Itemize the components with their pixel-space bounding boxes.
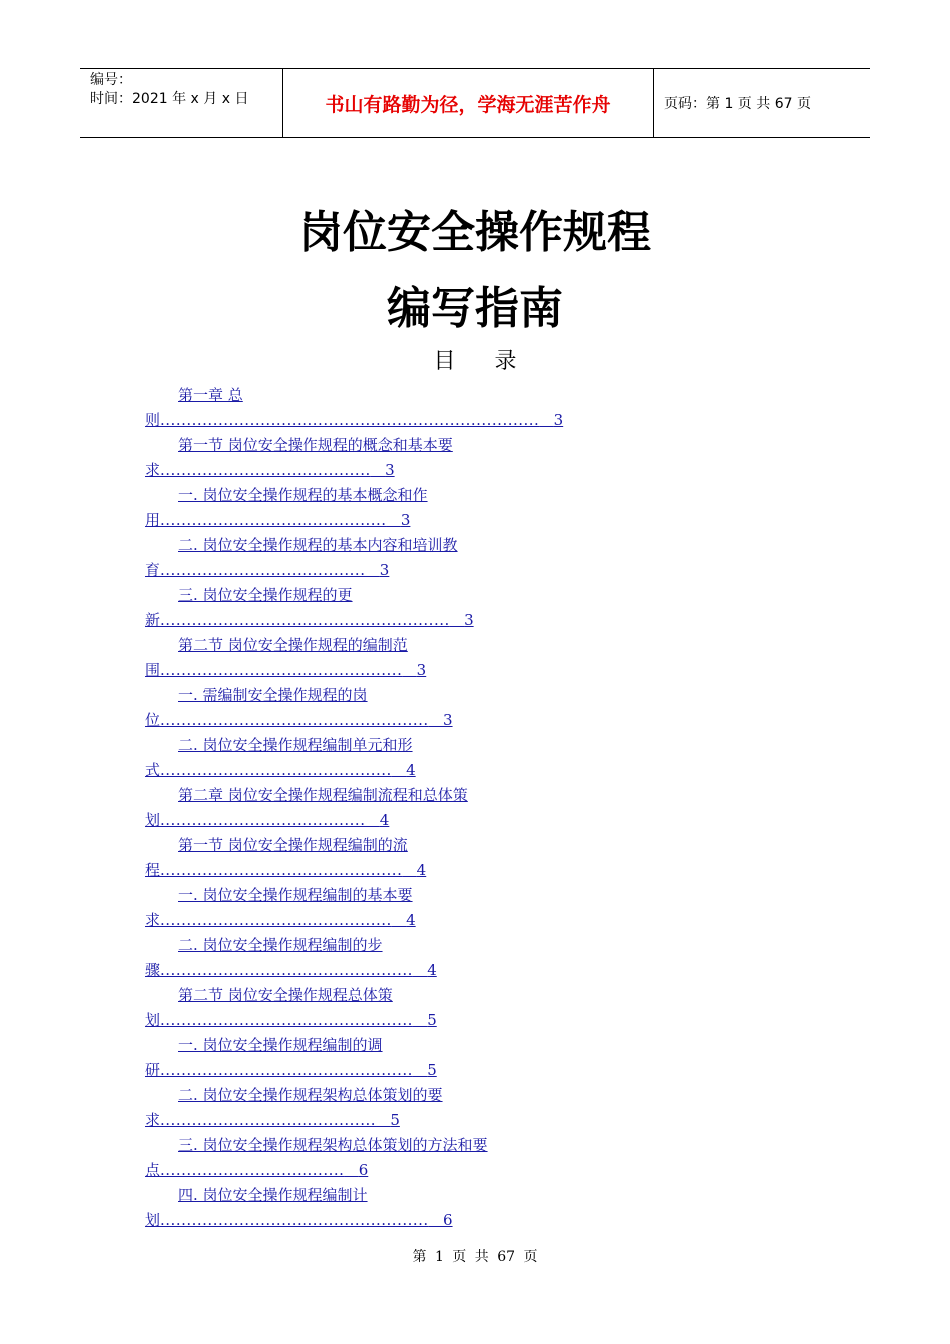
toc-page-number: 3: [379, 561, 390, 579]
toc-entry[interactable]: [145, 582, 825, 632]
toc-entry[interactable]: [145, 482, 825, 532]
toc-entry-continuation[interactable]: [145, 459, 395, 481]
toc-entry[interactable]: [145, 1132, 825, 1182]
toc-entry[interactable]: [145, 1032, 825, 1082]
toc-leader-dots: ........................................................................: [160, 411, 540, 429]
toc-page-number: 4: [379, 811, 390, 829]
toc-entry-title[interactable]: 第二节 岗位安全操作规程的编制范: [178, 636, 408, 654]
toc-leader-dots: ........................................: [160, 461, 371, 479]
page-info-cell: [654, 69, 870, 137]
toc-leader-dots: ................................................: [160, 961, 413, 979]
motto-text: 书山有路勤为径，学海无涯苦作舟: [325, 93, 611, 116]
toc-leader-dots: ...................................: [160, 1161, 345, 1179]
toc-entry-last-char: 围: [145, 661, 161, 679]
toc-entry[interactable]: [145, 632, 825, 682]
toc-entry-last-char: 程: [145, 861, 161, 879]
toc-entry[interactable]: [145, 532, 825, 582]
toc-page-number: 6: [443, 1211, 453, 1229]
toc-entry-last-char: 求: [145, 911, 161, 929]
toc-entry-continuation[interactable]: [145, 1109, 400, 1131]
toc-leader-dots: ................................................: [160, 1061, 413, 1079]
toc-page-number: 4: [406, 761, 416, 779]
toc-entry-title[interactable]: 二. 岗位安全操作规程编制的步: [178, 936, 383, 954]
toc-page-number: 5: [390, 1111, 400, 1129]
toc-page-number: 4: [427, 961, 437, 979]
toc-leader-dots: ...........................................: [160, 511, 387, 529]
toc-entry-continuation[interactable]: [145, 859, 426, 881]
toc-leader-dots: ..............................................: [160, 861, 403, 879]
toc-entry-title[interactable]: 三. 岗位安全操作规程架构总体策划的方法和要: [178, 1136, 488, 1154]
toc-page-number: 3: [464, 611, 474, 629]
toc-entry[interactable]: [145, 432, 825, 482]
document-title-line2: 编写指南: [387, 283, 563, 334]
toc-entry-title[interactable]: 二. 岗位安全操作规程架构总体策划的要: [178, 1086, 443, 1104]
toc-entry-title[interactable]: 二. 岗位安全操作规程编制单元和形: [178, 736, 413, 754]
toc-entry-continuation[interactable]: [145, 1159, 368, 1181]
toc-entry[interactable]: [145, 832, 825, 882]
toc-entry[interactable]: [145, 932, 825, 982]
toc-heading: 目 录: [433, 349, 533, 374]
page-info-text: 页码：第 1 页 共 67 页: [664, 96, 811, 112]
toc-leader-dots: .......................................................: [160, 611, 450, 629]
toc-entry-title[interactable]: 第二节 岗位安全操作规程总体策: [178, 986, 393, 1004]
toc-leader-dots: ................................................: [160, 1011, 413, 1029]
toc-entry-continuation[interactable]: [145, 409, 563, 431]
toc-entry-continuation[interactable]: [145, 609, 474, 631]
toc-leader-dots: ............................................: [160, 911, 392, 929]
toc-entry-title[interactable]: 第二章 岗位安全操作规程编制流程和总体策: [178, 786, 468, 804]
page-footer: 第 1 页 共 67 页: [412, 1249, 538, 1265]
toc-leader-dots: .......................................: [160, 811, 366, 829]
toc-entry[interactable]: [145, 682, 825, 732]
toc-entry-last-char: 则: [145, 411, 161, 429]
toc-entry[interactable]: [145, 882, 825, 932]
toc-entry-title[interactable]: 二. 岗位安全操作规程的基本内容和培训教: [178, 536, 458, 554]
toc-entry-last-char: 划: [145, 1011, 161, 1029]
toc-entry[interactable]: [145, 1182, 825, 1232]
toc-entry-continuation[interactable]: [145, 709, 453, 731]
toc-page-number: 5: [427, 1061, 437, 1079]
toc-entry-last-char: 划: [145, 1211, 161, 1229]
toc-entry-last-char: 骤: [145, 961, 161, 979]
toc-entry-title[interactable]: 四. 岗位安全操作规程编制计: [178, 1186, 368, 1204]
toc-entry-continuation[interactable]: [145, 659, 426, 681]
toc-entry[interactable]: [145, 1082, 825, 1132]
toc-entry-title[interactable]: 三. 岗位安全操作规程的更: [178, 586, 353, 604]
toc-page-number: 4: [416, 861, 427, 879]
toc-entry[interactable]: [145, 732, 825, 782]
toc-entry-last-char: 划: [145, 811, 161, 829]
toc-entry-title[interactable]: 一. 需编制安全操作规程的岗: [178, 686, 368, 704]
toc-leader-dots: .........................................: [160, 1111, 377, 1129]
toc-entry-continuation[interactable]: [145, 759, 416, 781]
toc-entry-title[interactable]: 第一章 总: [178, 386, 243, 404]
motto-cell: [282, 69, 654, 137]
toc-leader-dots: .......................................: [160, 561, 366, 579]
toc-page-number: 3: [416, 661, 427, 679]
toc-entry-last-char: 育: [145, 561, 161, 579]
toc-entry-last-char: 求: [145, 461, 161, 479]
toc-entry-continuation[interactable]: [145, 1059, 437, 1081]
toc-entry-continuation[interactable]: [145, 959, 437, 981]
toc-entry[interactable]: [145, 382, 825, 432]
toc-entry[interactable]: [145, 982, 825, 1032]
toc-entry-last-char: 位: [145, 711, 161, 729]
toc-entry-last-char: 新: [145, 611, 161, 629]
toc-entry-continuation[interactable]: [145, 809, 389, 831]
toc-leader-dots: ..............................................: [160, 661, 403, 679]
toc-page-number: 5: [427, 1011, 437, 1029]
toc-entry-last-char: 用: [145, 511, 161, 529]
toc-leader-dots: ............................................: [160, 761, 392, 779]
toc-leader-dots: ...................................................: [160, 1211, 429, 1229]
toc-entry-title[interactable]: 第一节 岗位安全操作规程编制的流: [178, 836, 408, 854]
time-label: 时间：2021 年 x 月 x 日: [90, 91, 249, 107]
toc-entry-continuation[interactable]: [145, 909, 416, 931]
toc-entry-continuation[interactable]: [145, 1009, 437, 1031]
toc-page-number: 3: [443, 711, 453, 729]
toc-entry-last-char: 点: [145, 1161, 161, 1179]
toc-entry-continuation[interactable]: [145, 559, 389, 581]
toc-entry-title[interactable]: 第一节 岗位安全操作规程的概念和基本要: [178, 436, 453, 454]
toc-leader-dots: ...................................................: [160, 711, 429, 729]
toc-entry-last-char: 研: [145, 1061, 161, 1079]
toc-entry-title[interactable]: 一. 岗位安全操作规程编制的基本要: [178, 886, 413, 904]
toc-entry-continuation[interactable]: [145, 509, 410, 531]
toc-page-number: 4: [406, 911, 416, 929]
toc-page-number: 6: [358, 1161, 369, 1179]
document-header-table: [80, 68, 870, 138]
toc-entry[interactable]: [145, 782, 825, 832]
toc-entry-last-char: 求: [145, 1111, 161, 1129]
table-of-contents: [145, 382, 825, 1232]
toc-entry-title[interactable]: 一. 岗位安全操作规程编制的调: [178, 1036, 383, 1054]
number-label: 编号：: [90, 72, 132, 88]
toc-entry-last-char: 式: [145, 761, 161, 779]
toc-entry-title[interactable]: 一. 岗位安全操作规程的基本概念和作: [178, 486, 428, 504]
header-meta-cell: [80, 69, 282, 137]
toc-page-number: 3: [385, 461, 395, 479]
toc-page-number: 3: [553, 411, 564, 429]
toc-entry-continuation[interactable]: [145, 1209, 453, 1231]
document-title-line1: 岗位安全操作规程: [299, 207, 651, 258]
toc-page-number: 3: [400, 511, 411, 529]
